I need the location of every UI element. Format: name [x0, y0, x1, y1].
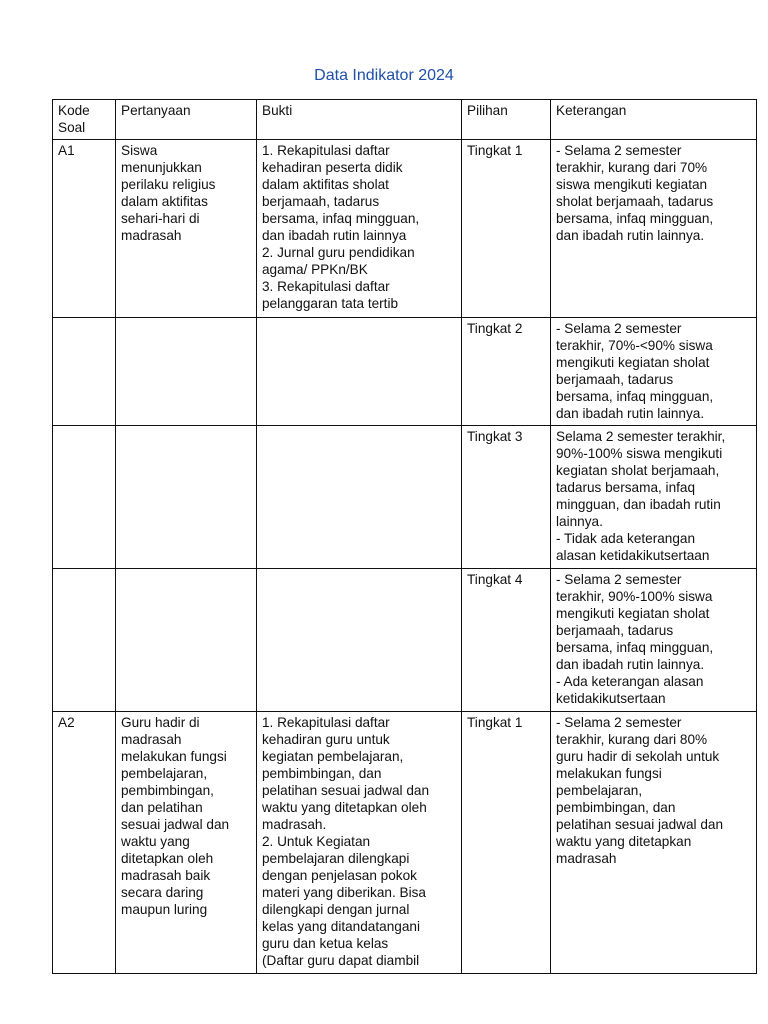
cell-bukti: 1. Rekapitulasi daftar kehadiran peserta didik dalam aktifitas sholat berjamaah, tadarus bersama, infaq mingguan, dan ibadah rutin lainnya 2. Jurnal guru pendidikan agama/ PPKn/BK 3. Rekapitulasi daftar pelanggaran tata tertib [257, 140, 462, 318]
table-row [53, 140, 757, 318]
cell-kode: A1 [53, 140, 116, 318]
cell-bukti [257, 569, 462, 712]
cell-pertanyaan [116, 318, 257, 426]
cell-kode [53, 318, 116, 426]
cell-pertanyaan: Guru hadir di madrasah melakukan fungsi pembelajaran, pembimbingan, dan pelatihan sesuai jadwal dan waktu yang ditetapkan oleh madrasah baik secara daring maupun luring [116, 712, 257, 974]
header-kode-soal: Kode Soal [53, 100, 116, 140]
table-row [53, 318, 757, 426]
cell-pilihan: Tingkat 3 [462, 426, 551, 569]
table-header-row [53, 100, 757, 140]
header-pilihan: Pilihan [462, 100, 551, 140]
document-title: Data Indikator 2024 [314, 67, 454, 84]
cell-pilihan: Tingkat 2 [462, 318, 551, 426]
header-keterangan: Keterangan [551, 100, 757, 140]
cell-kode: A2 [53, 712, 116, 974]
cell-keterangan: - Selama 2 semester terakhir, 90%-100% siswa mengikuti kegiatan sholat berjamaah, tadarus bersama, infaq mingguan, dan ibadah rutin lainnya. - Ada keterangan alasan ketidakikutsertaan [551, 569, 757, 712]
cell-pertanyaan [116, 426, 257, 569]
header-pertanyaan: Pertanyaan [116, 100, 257, 140]
cell-keterangan: Selama 2 semester terakhir, 90%-100% siswa mengikuti kegiatan sholat berjamaah, tadarus bersama, infaq mingguan, dan ibadah rutin lainnya. - Tidak ada keterangan alasan ketidakikutsertaan [551, 426, 757, 569]
cell-pertanyaan: Siswa menunjukkan perilaku religius dalam aktifitas sehari-hari di madrasah [116, 140, 257, 318]
cell-kode [53, 569, 116, 712]
cell-pilihan: Tingkat 1 [462, 712, 551, 974]
cell-bukti [257, 426, 462, 569]
cell-bukti: 1. Rekapitulasi daftar kehadiran guru untuk kegiatan pembelajaran, pembimbingan, dan pelatihan sesuai jadwal dan waktu yang ditetapkan oleh madrasah. 2. Untuk Kegiatan pembelajaran dilengkapi dengan penjelasan pokok materi yang diberikan. Bisa dilengkapi dengan jurnal kelas yang ditandatangani guru dan ketua kelas (Daftar guru dapat diambil [257, 712, 462, 974]
header-bukti: Bukti [257, 100, 462, 140]
cell-pilihan: Tingkat 4 [462, 569, 551, 712]
cell-pilihan: Tingkat 1 [462, 140, 551, 318]
table-row [53, 426, 757, 569]
cell-pertanyaan [116, 569, 257, 712]
cell-bukti [257, 318, 462, 426]
table-row [53, 569, 757, 712]
cell-keterangan: - Selama 2 semester terakhir, kurang dari 70% siswa mengikuti kegiatan sholat berjamaah, tadarus bersama, infaq mingguan, dan ibadah rutin lainnya. [551, 140, 757, 318]
table-row [53, 712, 757, 974]
indikator-table [52, 99, 757, 974]
cell-keterangan: - Selama 2 semester terakhir, kurang dari 80% guru hadir di sekolah untuk melakukan fungsi pembelajaran, pembimbingan, dan pelatihan sesuai jadwal dan waktu yang ditetapkan madrasah [551, 712, 757, 974]
cell-kode [53, 426, 116, 569]
cell-keterangan: - Selama 2 semester terakhir, 70%-<90% siswa mengikuti kegiatan sholat berjamaah, tadarus bersama, infaq mingguan, dan ibadah rutin lainnya. [551, 318, 757, 426]
